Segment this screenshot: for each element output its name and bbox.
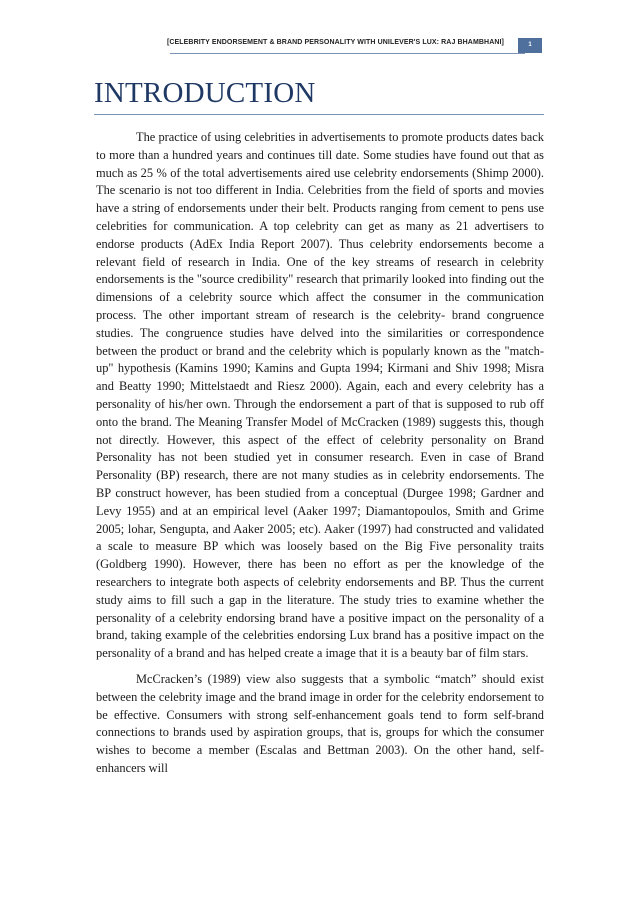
paragraph-1: The practice of using celebrities in advertisements to promote products dates back to more than a hundred years and continues till date. Some studies have found out that as much as 25 % of the total advertisements aired use celebrity endorsements (Shimp 2000). The scenario is not too different in India. Celebrities from the field of sports and movies have a string of endorsements under their belt. Products ranging from cement to pens use celebrities for communication. A top celebrity can get as many as 21 advertisers to endorse products (AdEx India Report 2007). Thus celebrity endorsements become a relevant field of research in India. One of the key streams of research in celebrity endorsements is the "source credibility" research that primarily looked into finding out the dimensions of a celebrity source which affect the consumer in the communication process. The other important stream of research is the celebrity- brand congruence studies. The congruence studies have delved into the similarities or correspondence between the product or brand and the celebrity which is popularly known as the "match-up" hypothesis (Kamins 1990; Kamins and Gupta 1994; Kirmani and Shiv 1998; Misra and Beatty 1990; Mittelstaedt and Riesz 2000). Again, each and every celebrity has a personality of his/her own. Through the endorsement a part of that is supposed to rub off onto the brand. The Meaning Transfer Model of McCracken (1989) suggests this, though not directly. However, this aspect of the effect of celebrity personality on Brand Personality has not been studied yet in consumer research. Even in case of Brand Personality (BP) research, there are not many studies as in celebrity endorsements. The BP construct however, has been studied from a conceptual (Durgee 1998; Gardner and Levy 1955) and at an empirical level (Aaker 1997; Diamantopoulos, Smith and Grime 2005; lohar, Sengupta, and Aaker 2005; etc). Aaker (1997) had constructed and validated a scale to measure BP which was loosely based on the Big Five personality traits (Goldberg 1990). However, there has been no effort as per the knowledge of the researchers to integrate both aspects of celebrity endorsements and BP. Thus the current study aims to fill such a gap in the literature. The study tries to examine whether the personality of a celebrity endorsing brand have a positive impact on the personality of a brand, taking example of the celebrities endorsing Lux brand has a positive impact on the personality of a brand and has helped create a image that it is a beauty bar of film stars. <box>96 130 544 661</box>
header-divider <box>170 53 525 54</box>
paragraph-2: McCracken’s (1989) view also suggests that a symbolic “match” should exist between the celebrity image and the brand image in order for the celebrity endorsement to be effective. Consumers with strong self-enhancement goals tend to form self-brand connections to brands used by aspiration groups, that is, groups for which the consumer wishes to become a member (Escalas and Bettman 2003). On the other hand, self-enhancers will <box>96 671 544 775</box>
running-header-title: [CELEBRITY ENDORSEMENT & BRAND PERSONALITY WITH UNILEVER'S LUX: RAJ BHAMBHANI] <box>166 39 504 46</box>
page-number-badge: 1 <box>518 38 542 53</box>
section-title: INTRODUCTION <box>94 77 316 109</box>
title-divider <box>94 114 544 115</box>
running-header <box>0 38 638 54</box>
body-text <box>96 129 544 786</box>
